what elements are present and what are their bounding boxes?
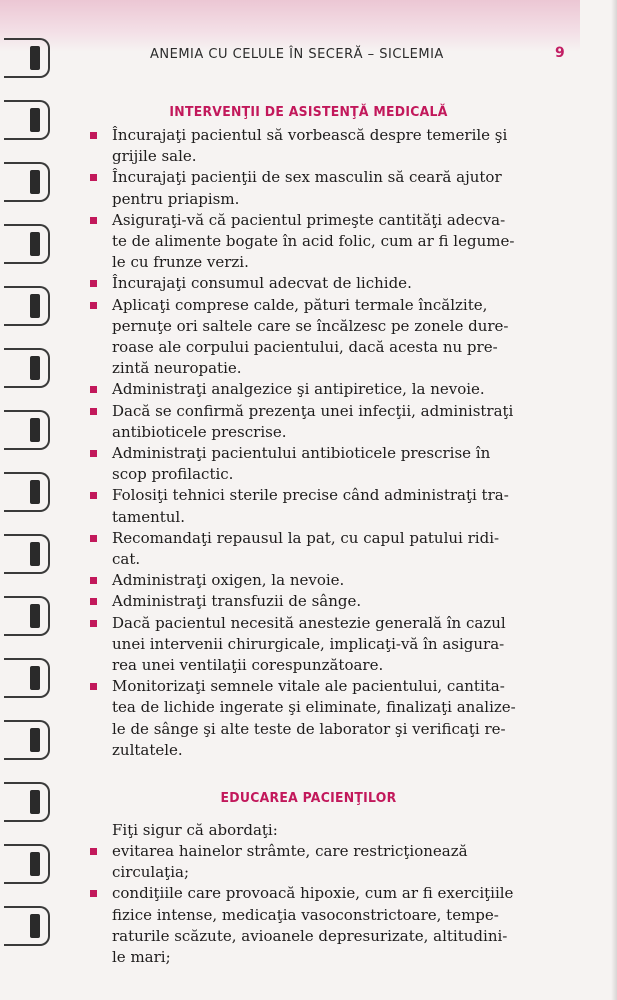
binding-ring	[4, 348, 50, 388]
list-item	[90, 570, 530, 591]
bullet-square-icon	[90, 386, 97, 393]
binding-ring	[4, 224, 50, 264]
education-list	[90, 841, 530, 968]
list-item	[90, 210, 530, 274]
page-number: 9	[555, 45, 565, 61]
list-item	[90, 613, 530, 677]
list-item-line: Încurajaţi pacienţii de sex masculin să ceară ajutor	[112, 168, 502, 187]
binding-ring	[4, 162, 50, 202]
list-item-line: tamentul.	[112, 507, 185, 526]
list-item	[90, 295, 530, 380]
list-item-line: raturile scăzute, avioanele depresurizate, altitudini-	[112, 926, 508, 945]
list-item-line: Monitorizaţi semnele vitale ale pacientului, cantita-	[112, 677, 505, 696]
list-item-line: Administraţi transfuzii de sânge.	[112, 592, 362, 611]
list-item	[90, 273, 530, 294]
list-item	[90, 167, 530, 209]
running-title: ANEMIA CU CELULE ÎN SECERĂ – SICLEMIA	[150, 47, 444, 62]
bullet-square-icon	[90, 598, 97, 605]
list-item	[90, 883, 530, 968]
binding-ring	[4, 286, 50, 326]
list-item	[90, 528, 530, 570]
section-heading-education: EDUCAREA PACIENŢILOR	[220, 790, 397, 806]
list-item-line: circulaţia;	[112, 863, 189, 882]
list-item-line: unei intervenii chirurgicale, implicaţi-vă în asigura-	[112, 634, 505, 653]
list-item-line: rea unei ventilaţii corespunzătoare.	[112, 656, 384, 675]
list-item-line: le mari;	[112, 948, 171, 967]
list-item	[90, 676, 530, 761]
list-item-line: Folosiţi tehnici sterile precise când administraţi tra-	[112, 486, 509, 505]
bullet-square-icon	[90, 620, 97, 627]
list-item-line: Aplicaţi comprese calde, pături termale încălzite,	[112, 295, 488, 314]
list-item-line: Administraţi analgezice şi antipiretice, la nevoie.	[112, 380, 485, 399]
binding-ring	[4, 534, 50, 574]
bullet-square-icon	[90, 535, 97, 542]
bullet-square-icon	[90, 492, 97, 499]
list-item	[90, 443, 530, 485]
list-item-line: Asiguraţi-vă că pacientul primeşte cantităţi adecva-	[112, 210, 506, 229]
list-item-line: antibioticele prescrise.	[112, 422, 287, 441]
bullet-square-icon	[90, 302, 97, 309]
bullet-square-icon	[90, 280, 97, 287]
list-item-line: scop profilactic.	[112, 465, 234, 484]
spiral-binding	[0, 38, 60, 958]
bullet-square-icon	[90, 890, 97, 897]
list-item-line: Administraţi oxigen, la nevoie.	[112, 571, 345, 590]
list-item-line: zintă neuropatie.	[112, 359, 242, 378]
bullet-square-icon	[90, 848, 97, 855]
list-item-line: condiţiile care provoacă hipoxie, cum ar fi exerciţiile	[112, 884, 514, 903]
bullet-square-icon	[90, 683, 97, 690]
list-item-line: Recomandaţi repausul la pat, cu capul patului ridi-	[112, 528, 500, 547]
binding-ring	[4, 720, 50, 760]
binding-ring	[4, 38, 50, 78]
list-item	[90, 591, 530, 612]
binding-ring	[4, 658, 50, 698]
bullet-square-icon	[90, 132, 97, 139]
list-item-line: zultatele.	[112, 740, 183, 759]
list-item-line: pernuţe ori saltele care se încălzesc pe zonele dure-	[112, 316, 509, 335]
bullet-square-icon	[90, 450, 97, 457]
bullet-square-icon	[90, 174, 97, 181]
list-item-line: evitarea hainelor strâmte, care restricţionează	[112, 842, 468, 860]
interventions-list	[90, 125, 530, 761]
list-item	[90, 125, 530, 167]
binding-ring	[4, 844, 50, 884]
list-item-line: Dacă pacientul necesită anestezie generală în cazul	[112, 613, 506, 632]
header-band	[0, 0, 580, 52]
bullet-square-icon	[90, 217, 97, 224]
bullet-square-icon	[90, 577, 97, 584]
list-item-line: pentru priapism.	[112, 189, 240, 208]
list-item-line: Administraţi pacientului antibioticele prescrise în	[112, 444, 491, 463]
list-item-line: fizice intense, medicaţia vasoconstrictoare, tempe-	[112, 905, 499, 924]
list-item	[90, 841, 530, 883]
list-item-line: Încurajaţi consumul adecvat de lichide.	[112, 274, 412, 293]
list-item-line: Încurajaţi pacientul să vorbească despre temerile şi	[112, 126, 508, 144]
list-item	[90, 401, 530, 443]
page-edge-shadow	[611, 0, 617, 1000]
bullet-square-icon	[90, 408, 97, 415]
list-item-line: roase ale corpului pacientului, dacă acesta nu pre-	[112, 338, 498, 357]
list-item-line: le cu frunze verzi.	[112, 253, 249, 272]
list-item-line: te de alimente bogate în acid folic, cum ar fi legume-	[112, 232, 515, 251]
binding-ring	[4, 906, 50, 946]
education-intro: Fiţi sigur că abordaţi:	[112, 821, 278, 839]
list-item-line: cat.	[112, 550, 141, 569]
list-item-line: tea de lichide ingerate şi eliminate, finalizaţi analize-	[112, 698, 516, 717]
list-item-line: Dacă se confirmă prezenţa unei infecţii, administraţi	[112, 401, 514, 420]
list-item-line: grijile sale.	[112, 147, 197, 166]
list-item	[90, 485, 530, 527]
section-heading-interventions: INTERVENŢII DE ASISTENŢĂ MEDICALĂ	[169, 104, 448, 120]
binding-ring	[4, 596, 50, 636]
list-item-line: le de sânge şi alte teste de laborator şi verificaţi re-	[112, 719, 506, 738]
binding-ring	[4, 410, 50, 450]
list-item	[90, 379, 530, 400]
binding-ring	[4, 472, 50, 512]
